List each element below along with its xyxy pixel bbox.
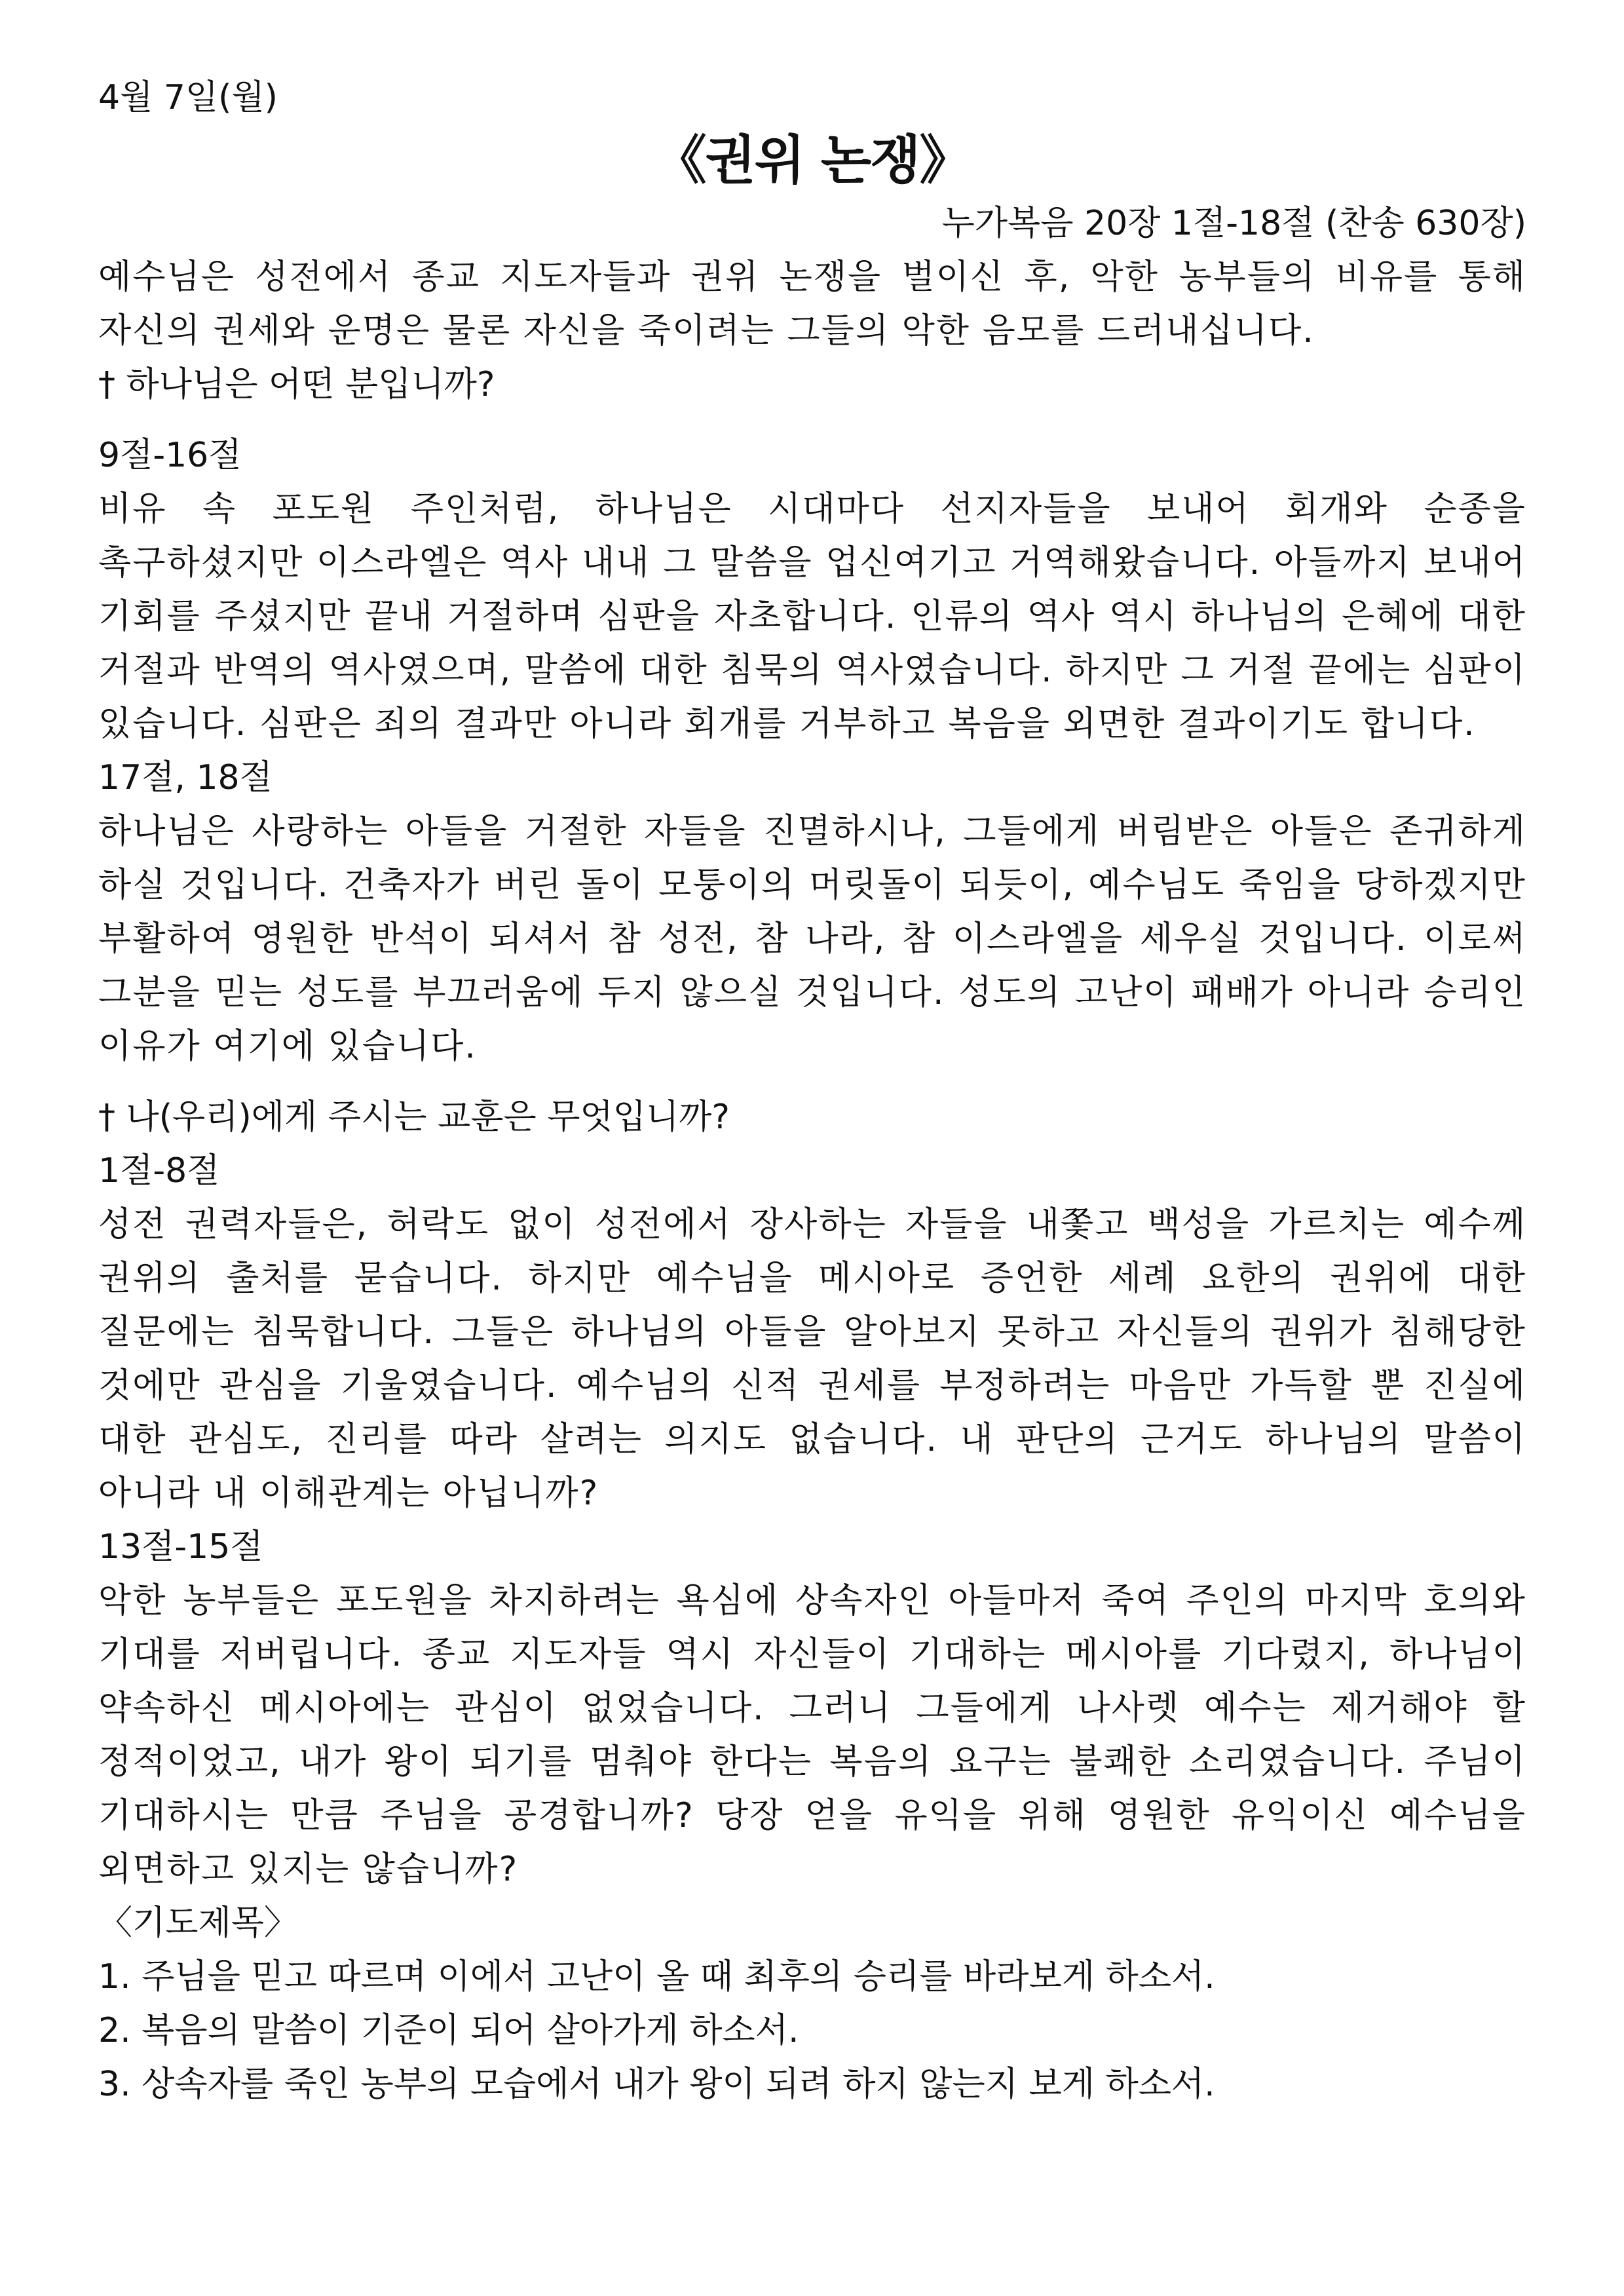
prayer-item: 2. 복음의 말씀이 기준이 되어 살아가게 하소서.: [98, 2011, 799, 2050]
body-paragraph: 악한 농부들은 포도원을 차지하려는 욕심에 상속자인 아들마저 죽여 주인의 마지막 호의와 기대를 저버립니다. 종교 지도자들 역시 자신들이 기대하는 메시아를 기다렸지, 하나님이 약속하신 메시아에는 관심이 없었습니다. 그러니 그들에게 나사렛 예수는 제거해야 할 정적이었고, 내가 왕이 되기를 멈춰야 한다는 복음의 요구는 불쾌한 소리였습니다. 주님이 기대하시는 만큼 주님을 공경합니까? 당장 얻을 유익을 위해 영원한 유익이신 예수님을 외면하고 있지는 않습니까?: [98, 1581, 1526, 1889]
prayer-heading: 〈기도제목〉: [98, 1904, 298, 1943]
question-lesson: † 나(우리)에게 주시는 교훈은 무엇입니까?: [98, 1098, 730, 1137]
verse-range: 17절, 18절: [98, 758, 273, 797]
prayer-item: 1. 주님을 믿고 따르며 이에서 고난이 올 때 최후의 승리를 바라보게 하소서.: [98, 1957, 1215, 1997]
intro-paragraph: 예수님은 성전에서 종교 지도자들과 권위 논쟁을 벌이신 후, 악한 농부들의 비유를 통해 자신의 권세와 운명은 물론 자신을 죽이려는 그들의 악한 음모를 드러내십니다.: [98, 258, 1526, 351]
body-paragraph: 하나님은 사랑하는 아들을 거절한 자들을 진멸하시나, 그들에게 버림받은 아들은 존귀하게 하실 것입니다. 건축자가 버린 돌이 모퉁이의 머릿돌이 되듯이, 예수님도 죽임을 당하겠지만 부활하여 영원한 반석이 되셔서 참 성전, 참 나라, 참 이스라엘을 세우실 것입니다. 이로써 그분을 믿는 성도를 부끄러움에 두지 않으실 것입니다. 성도의 고난이 패배가 아니라 승리인 이유가 여기에 있습니다.: [98, 812, 1526, 1066]
scripture-reference: 누가복음 20장 1절-18절 (찬송 630장): [941, 204, 1526, 243]
date-label: 4월 7일(월): [98, 78, 278, 117]
verse-range: 1절-8절: [98, 1151, 220, 1191]
prayer-list: [98, 1950, 1526, 2111]
body-paragraph: 비유 속 포도원 주인처럼, 하나님은 시대마다 선지자들을 보내어 회개와 순종을 촉구하셨지만 이스라엘은 역사 내내 그 말씀을 업신여기고 거역해왔습니다. 아들까지 보내어 기회를 주셨지만 끝내 거절하며 심판을 자초합니다. 인류의 역사 역시 하나님의 은혜에 대한 거절과 반역의 역사였으며, 말씀에 대한 침묵의 역사였습니다. 하지만 그 거절 끝에는 심판이 있습니다. 심판은 죄의 결과만 아니라 회개를 거부하고 복음을 외면한 결과이기도 합니다.: [98, 489, 1526, 744]
verse-range: 9절-16절: [98, 436, 242, 475]
devotional-page: [98, 71, 1526, 2111]
prayer-item: 3. 상속자를 죽인 농부의 모습에서 내가 왕이 되려 하지 않는지 보게 하소서.: [98, 2065, 1215, 2104]
question-who-is-god: † 하나님은 어떤 분입니까?: [98, 365, 495, 404]
verse-range: 13절-15절: [98, 1527, 263, 1567]
page-title: 《권위 논쟁》: [654, 130, 971, 191]
body-paragraph: 성전 권력자들은, 허락도 없이 성전에서 장사하는 자들을 내쫓고 백성을 가르치는 예수께 권위의 출처를 묻습니다. 하지만 예수님을 메시아로 증언한 세례 요한의 권위에 대한 질문에는 침묵합니다. 그들은 하나님의 아들을 알아보지 못하고 자신들의 권위가 침해당한 것에만 관심을 기울였습니다. 예수님의 신적 권세를 부정하려는 마음만 가득할 뿐 진실에 대한 관심도, 진리를 따라 살려는 의지도 없습니다. 내 판단의 근거도 하나님의 말씀이 아니라 내 이해관계는 아닙니까?: [98, 1205, 1526, 1513]
